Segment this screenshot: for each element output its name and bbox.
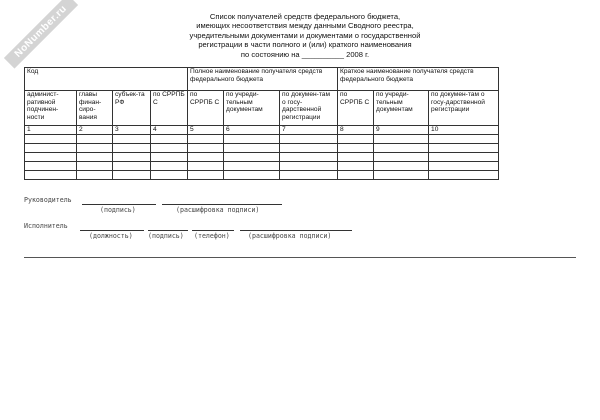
subheader-cell: по докумен-там о госу-дарственной регистрации xyxy=(429,91,499,126)
subheader-cell: по СРРПБ С xyxy=(188,91,224,126)
column-number: 1 xyxy=(25,126,77,135)
exec-phone-hint: (телефон) xyxy=(194,232,230,240)
column-number: 4 xyxy=(151,126,188,135)
watermark: NoNumber.ru xyxy=(4,0,78,69)
exec-sign-hint: (подпись) xyxy=(148,232,184,240)
exec-label: Исполнитель xyxy=(24,222,68,230)
column-number: 9 xyxy=(374,126,429,135)
subheader-cell: по СРРПБ С xyxy=(151,91,188,126)
kod-header: Код xyxy=(25,68,188,91)
full-name-header: Полное наименование получателя средств федерального бюджета xyxy=(188,68,338,91)
exec-decode-hint: (расшифровка подписи) xyxy=(248,232,332,240)
title-line: учредительными документами и документами о государственной xyxy=(189,30,421,40)
subheader-cell: по учреди-тельным документам xyxy=(224,91,280,126)
title-line: по состоянию на __________ 2008 г. xyxy=(240,49,370,59)
head-decode-hint: (расшифровка подписи) xyxy=(176,206,260,214)
empty-row xyxy=(25,144,499,153)
exec-position-hint: (должность) xyxy=(89,232,133,240)
short-name-header: Краткое наименование получателя средств федерального бюджета xyxy=(338,68,499,91)
head-label: Руководитель xyxy=(24,196,72,204)
column-number-row xyxy=(25,126,499,135)
subheader-cell: по докумен-там о госу-дарственной регистрации xyxy=(280,91,338,126)
recipients-table xyxy=(24,67,499,180)
title-line: имеющих несоответствия между данными Сводного реестра, xyxy=(196,21,414,31)
empty-row xyxy=(25,135,499,144)
column-number: 5 xyxy=(188,126,224,135)
document-title xyxy=(150,12,460,59)
subheader-cell: админист-ративной подчинен-ности xyxy=(25,91,77,126)
column-number: 2 xyxy=(77,126,113,135)
empty-row xyxy=(25,153,499,162)
subheader-cell: субъек-та РФ xyxy=(113,91,151,126)
column-number: 8 xyxy=(338,126,374,135)
exec-phone-line xyxy=(192,230,234,231)
subheader-cell: главы финан-сиро-вания xyxy=(77,91,113,126)
subheader-cell: по СРРПБ С xyxy=(338,91,374,126)
title-line: регистрации в части полного и (или) краткого наименования xyxy=(198,40,412,50)
column-number: 7 xyxy=(280,126,338,135)
column-number: 3 xyxy=(113,126,151,135)
empty-row xyxy=(25,171,499,180)
subheader-cell: по учреди-тельным документам xyxy=(374,91,429,126)
head-sign-line xyxy=(82,204,156,205)
head-decode-line xyxy=(162,204,282,205)
exec-decode-line xyxy=(240,230,352,231)
column-number: 10 xyxy=(429,126,499,135)
head-sign-hint: (подпись) xyxy=(100,206,136,214)
title-line: Список получателей средств федерального бюджета, xyxy=(209,12,401,21)
exec-position-line xyxy=(80,230,144,231)
exec-sign-line xyxy=(148,230,188,231)
empty-row xyxy=(25,162,499,171)
bottom-rule xyxy=(24,257,576,258)
column-number: 6 xyxy=(224,126,280,135)
